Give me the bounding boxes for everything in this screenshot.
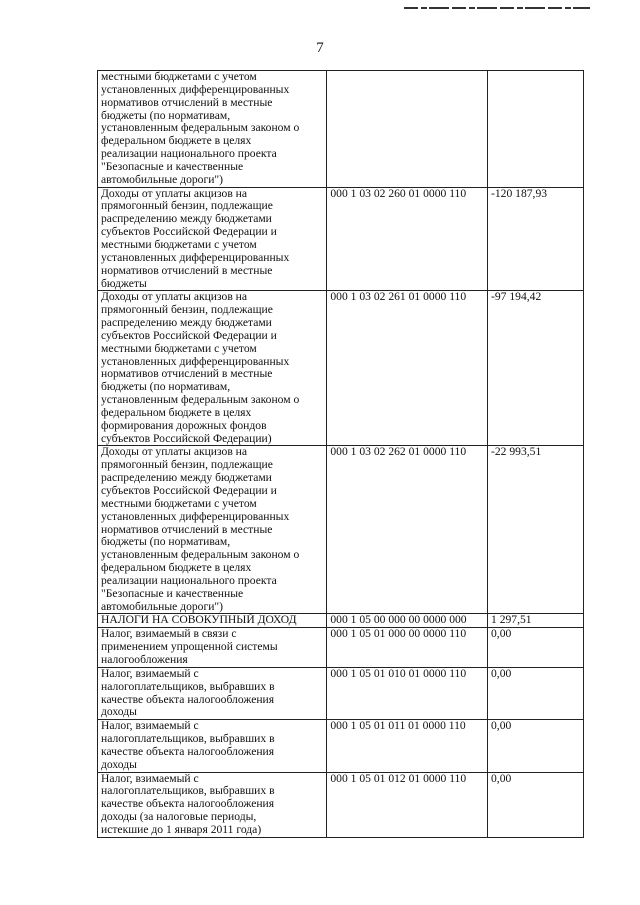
budget-code-cell-text: 000 1 05 01 000 00 0000 110 xyxy=(330,627,467,641)
income-name-cell-text: НАЛОГИ НА СОВОКУПНЫЙ ДОХОД xyxy=(101,613,297,627)
amount-cell-text: 0,00 xyxy=(491,771,512,785)
budget-code-cell xyxy=(327,446,488,614)
budget-code-cell-text: 000 1 03 02 261 01 0000 110 xyxy=(330,290,467,304)
amount-cell xyxy=(488,614,584,628)
revenue-table xyxy=(97,70,584,838)
budget-code-cell xyxy=(327,667,488,719)
budget-code-cell-text: 000 1 05 00 000 00 0000 000 xyxy=(330,613,467,627)
amount-cell-text: -97 194,42 xyxy=(491,290,542,304)
table-row xyxy=(98,772,584,837)
budget-code-cell xyxy=(327,187,488,291)
budget-code-cell xyxy=(327,291,488,446)
income-name-cell-text: Налог, взимаемый с налогоплательщиков, выбравших в качестве объекта налогообложения доходы xyxy=(101,719,275,771)
income-name-cell xyxy=(98,187,327,291)
amount-cell-text: 0,00 xyxy=(491,627,512,641)
income-name-cell-text: Доходы от уплаты акцизов на прямогонный бензин, подлежащие распределению между бюджетами субъектов Российской Федерации и местными бюджетами с учетом установленных дифференцированных нормативов отчислений в местные бюджеты xyxy=(101,186,290,290)
income-name-cell-text: Налог, взимаемый с налогоплательщиков, выбравших в качестве объекта налогообложения доходы xyxy=(101,666,275,719)
amount-cell xyxy=(488,71,584,188)
amount-cell xyxy=(488,667,584,719)
table-row xyxy=(98,614,584,628)
table-row xyxy=(98,667,584,719)
scan-artifact-mark xyxy=(404,4,590,12)
budget-code-cell xyxy=(327,772,488,837)
table-row xyxy=(98,71,584,188)
income-name-cell-text: местными бюджетами с учетом установленных дифференцированных нормативов отчислений в местные бюджеты (по нормативам, установленным федеральным законом о федеральном бюджете в целях реализации национального проекта "Безопасные и качественные автомобильные дороги") xyxy=(101,70,300,186)
budget-code-cell xyxy=(327,720,488,772)
income-name-cell-text: Налог, взимаемый в связи с применением упрощенной системы налогообложения xyxy=(101,627,278,666)
income-name-cell xyxy=(98,291,327,446)
table-row xyxy=(98,720,584,772)
income-name-cell xyxy=(98,71,327,188)
amount-cell xyxy=(488,187,584,291)
table-row xyxy=(98,628,584,668)
income-name-cell xyxy=(98,446,327,614)
amount-cell xyxy=(488,628,584,668)
budget-code-cell xyxy=(327,628,488,668)
income-name-cell xyxy=(98,628,327,668)
budget-code-cell-text: 000 1 05 01 010 01 0000 110 xyxy=(330,666,467,680)
income-name-cell-text: Доходы от уплаты акцизов на прямогонный бензин, подлежащие распределению между бюджетами субъектов Российской Федерации и местными бюджетами с учетом установленных дифференцированных нормативов отчислений в местные бюджеты (по нормативам, установленным федеральным законом о федеральном бюджете в целях реализации национального проекта "Безопасные и качественные автомобильные дороги") xyxy=(101,445,300,613)
table-row xyxy=(98,187,584,291)
table-row xyxy=(98,291,584,446)
income-name-cell xyxy=(98,720,327,772)
page-number: 7 xyxy=(316,40,324,56)
amount-cell-text: 0,00 xyxy=(491,666,512,680)
amount-cell xyxy=(488,446,584,614)
revenue-table-body xyxy=(98,71,584,838)
amount-cell xyxy=(488,772,584,837)
budget-code-cell xyxy=(327,71,488,188)
amount-cell-text: 0,00 xyxy=(491,719,512,733)
amount-cell xyxy=(488,291,584,446)
budget-code-cell xyxy=(327,614,488,628)
income-name-cell-text: Налог, взимаемый с налогоплательщиков, выбравших в качестве объекта налогообложения доходы (за налоговые периоды, истекшие до 1 января 2011 года) xyxy=(101,771,275,836)
income-name-cell xyxy=(98,614,327,628)
budget-code-cell-text: 000 1 05 01 011 01 0000 110 xyxy=(330,719,466,733)
table-row xyxy=(98,446,584,614)
amount-cell-text: -22 993,51 xyxy=(491,445,542,459)
amount-cell xyxy=(488,720,584,772)
amount-cell-text: -120 187,93 xyxy=(491,186,548,200)
budget-code-cell-text: 000 1 03 02 260 01 0000 110 xyxy=(330,186,467,200)
income-name-cell-text: Доходы от уплаты акцизов на прямогонный бензин, подлежащие распределению между бюджетами субъектов Российской Федерации и местными бюджетами с учетом установленных дифференцированных нормативов отчислений в местные бюджеты (по нормативам, установленным федеральным законом о федеральном бюджете в целях формирования дорожных фондов субъектов Российской Федерации) xyxy=(101,290,300,445)
budget-code-cell-text: 000 1 03 02 262 01 0000 110 xyxy=(330,445,467,459)
amount-cell-text: 1 297,51 xyxy=(491,613,532,627)
income-name-cell xyxy=(98,772,327,837)
income-name-cell xyxy=(98,667,327,719)
budget-code-cell-text: 000 1 05 01 012 01 0000 110 xyxy=(330,771,467,785)
